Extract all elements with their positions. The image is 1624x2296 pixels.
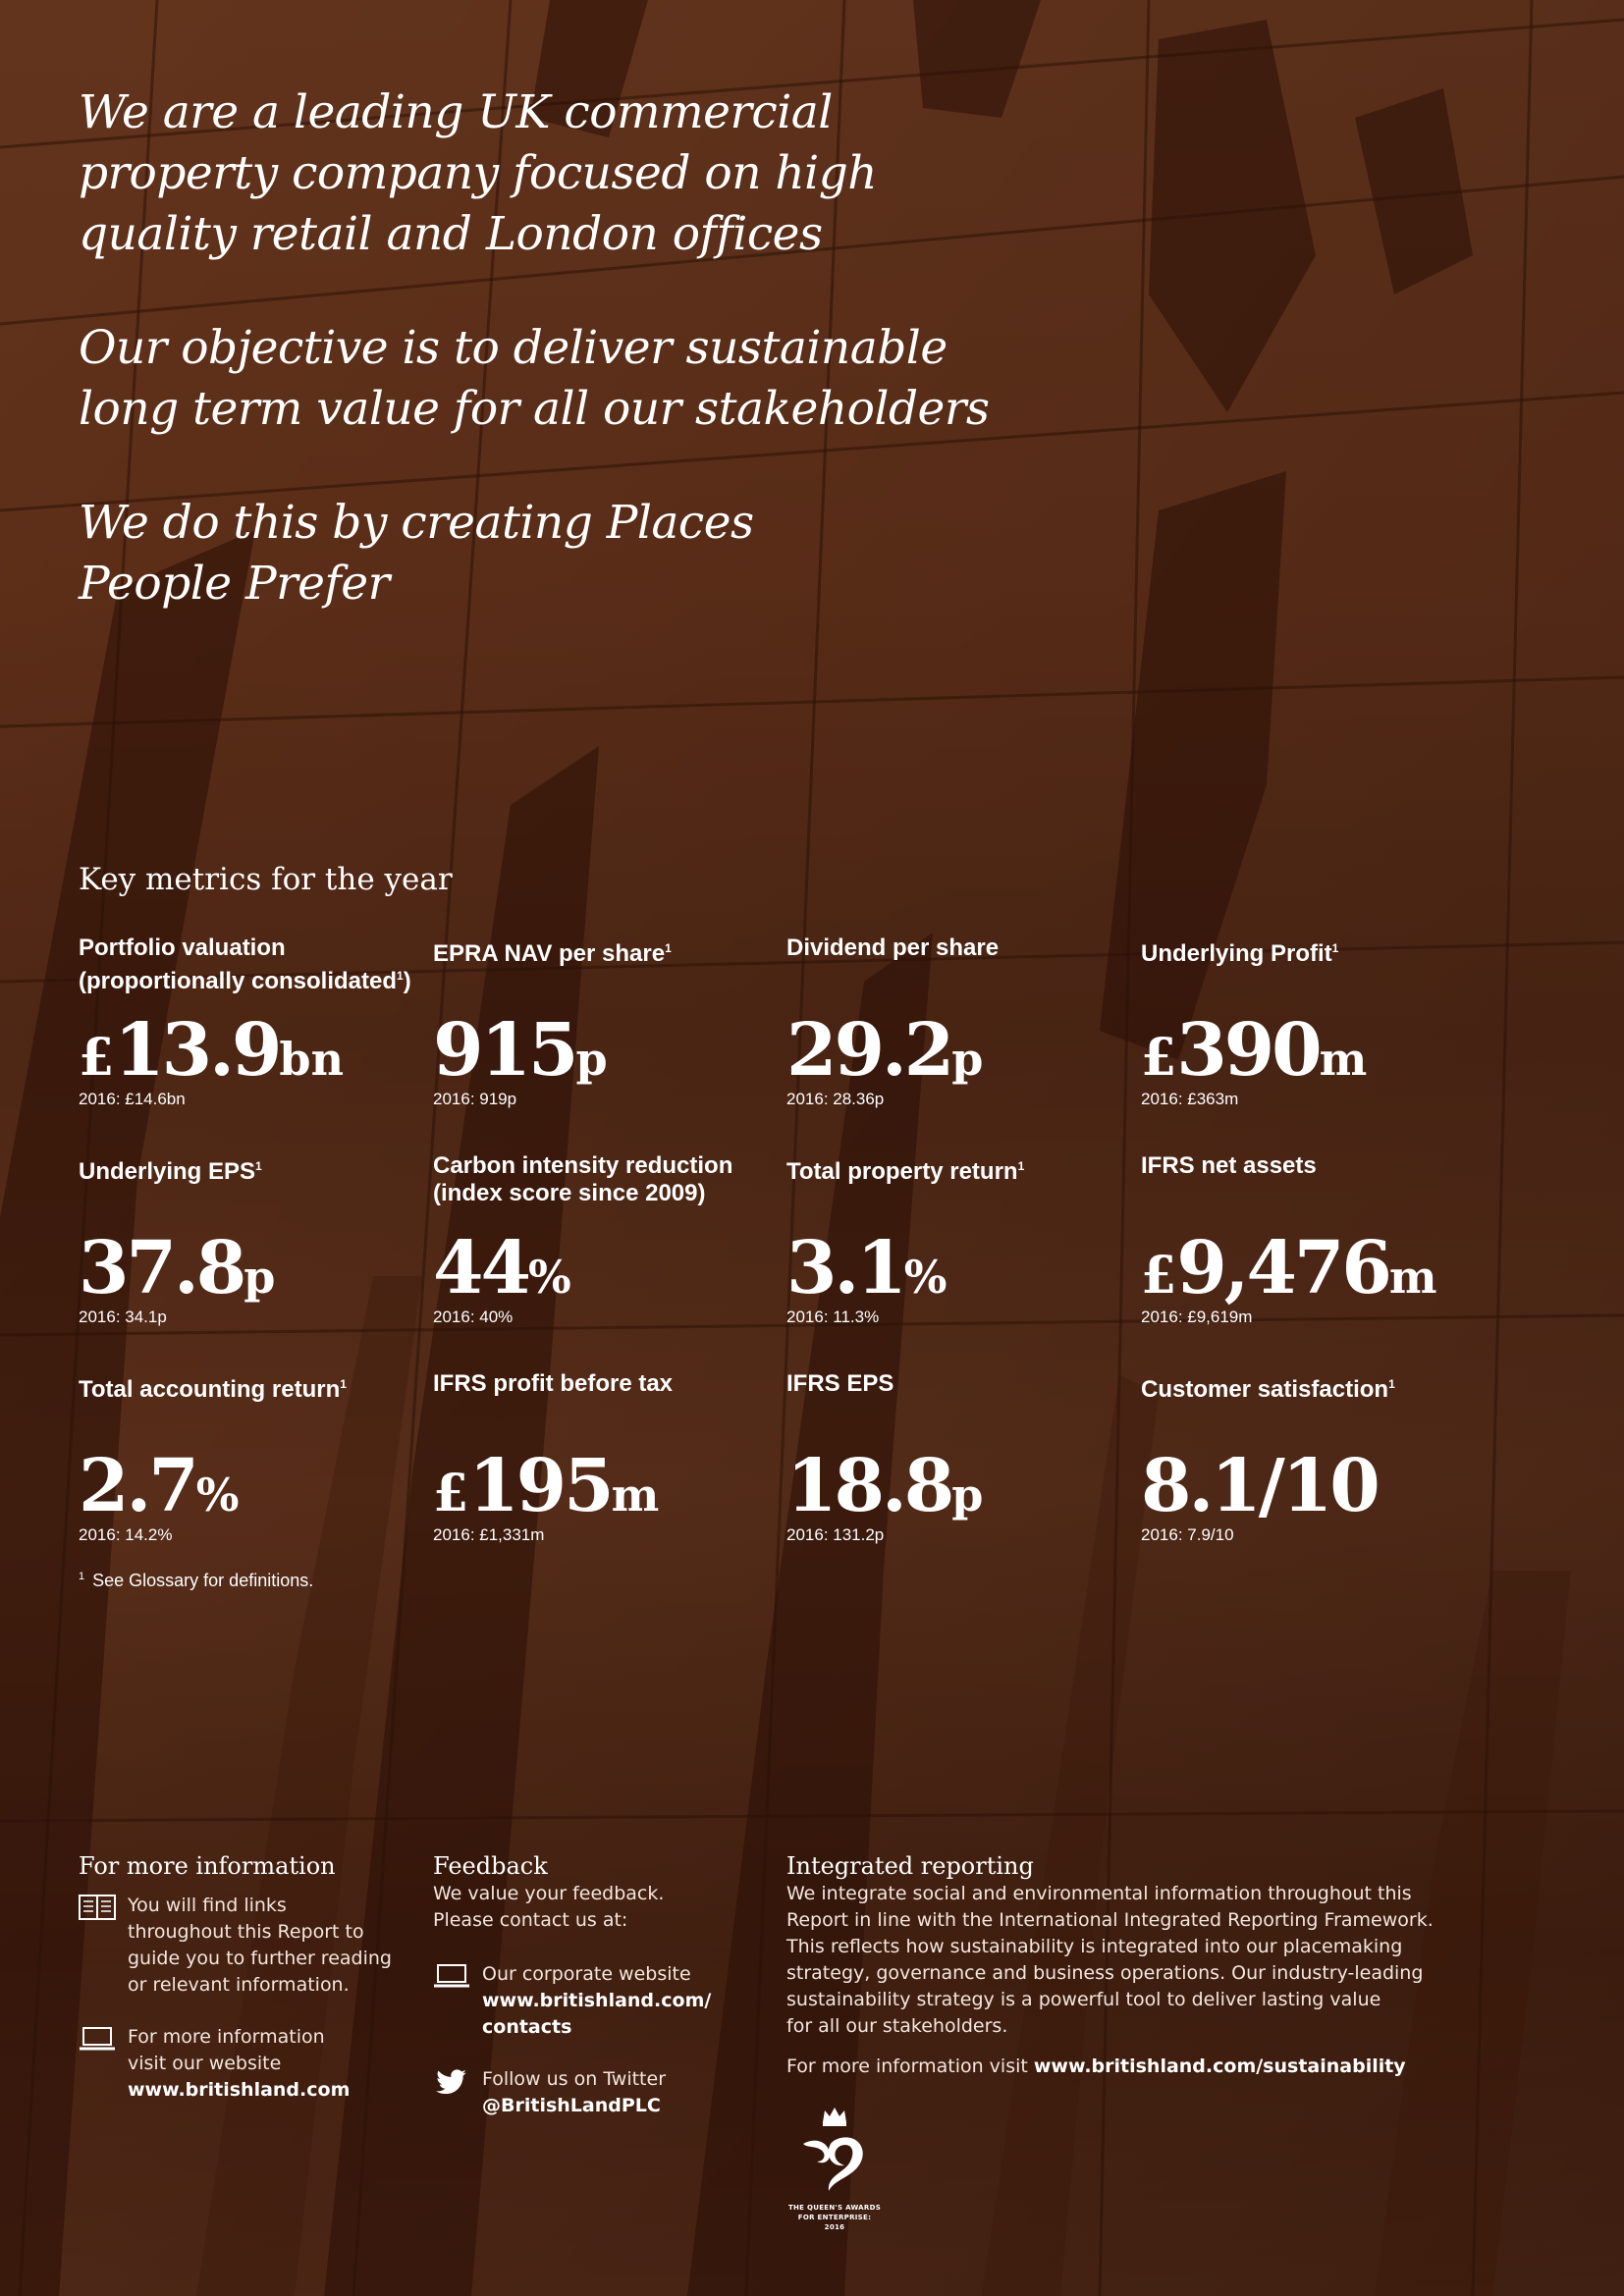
metric-label xyxy=(786,934,1120,962)
metric-number: 195 xyxy=(468,1444,612,1528)
metric-prior-year: 2016: 14.2% xyxy=(79,1525,173,1544)
metric-currency: £ xyxy=(1141,1028,1177,1088)
key-metrics-title: Key metrics for the year xyxy=(79,862,453,897)
metric-footnote-marker: 1 xyxy=(397,969,404,983)
metric-prior-year: 2016: 34.1p xyxy=(79,1308,167,1326)
sustainability-link[interactable]: www.britishland.com/sustainability xyxy=(1033,2056,1406,2077)
metric-number: 9,476 xyxy=(1176,1226,1389,1310)
metric-footnote-marker: 1 xyxy=(1331,941,1339,955)
feedback-website xyxy=(433,1961,757,2041)
metric-currency: £ xyxy=(79,1028,115,1088)
metric-currency: £ xyxy=(1141,1246,1177,1306)
metric-value xyxy=(433,1226,571,1316)
metric-label xyxy=(1141,934,1475,968)
metric-value xyxy=(79,1444,240,1534)
more-info-title: For more information xyxy=(79,1852,336,1880)
metric-prior-year: 2016: £14.6bn xyxy=(79,1090,186,1108)
metric-label xyxy=(1141,1370,1475,1404)
metric-unit: m xyxy=(1388,1251,1437,1304)
laptop-icon xyxy=(433,1963,470,1989)
hero-statements xyxy=(79,82,1159,667)
metric-unit: p xyxy=(951,1033,984,1086)
sustainability-more-info xyxy=(786,2054,1493,2080)
metric-card xyxy=(1141,1370,1475,1544)
metric-label-text: IFRS profit before tax xyxy=(433,1370,674,1397)
twitter-icon xyxy=(433,2068,470,2094)
more-info-website-text: For more information visit our website xyxy=(128,2026,325,2074)
metric-label-text: EPRA NAV per share xyxy=(433,940,666,967)
metric-card xyxy=(433,1152,767,1326)
metric-card xyxy=(786,934,1120,1108)
metric-number: 2.7 xyxy=(79,1444,196,1528)
metric-prior-year: 2016: £363m xyxy=(1141,1090,1239,1108)
metric-value xyxy=(1141,1444,1378,1528)
metric-card xyxy=(1141,1152,1475,1326)
britishland-website-link[interactable]: www.britishland.com xyxy=(128,2079,351,2101)
metric-label-text: Total property return xyxy=(786,1158,1018,1185)
metric-prior-year: 2016: 40% xyxy=(433,1308,514,1326)
metric-label xyxy=(1141,1152,1475,1180)
queens-award-emblem xyxy=(785,2105,884,2232)
metric-footnote-marker: 1 xyxy=(665,941,672,955)
metric-card xyxy=(433,934,767,1108)
metric-number: 13.9 xyxy=(114,1008,280,1093)
hero-statement-company: We are a leading UK commercial property company focused on high quality retail and London offices xyxy=(79,85,878,261)
metric-value xyxy=(786,1008,984,1098)
metric-label xyxy=(79,934,412,995)
metric-number: 18.8 xyxy=(786,1444,952,1528)
metric-label-suffix: ) xyxy=(403,968,411,994)
metric-number: 3.1 xyxy=(786,1226,904,1310)
metric-unit: m xyxy=(1319,1033,1368,1086)
metric-footnote-marker: 1 xyxy=(1017,1159,1025,1173)
metric-unit: % xyxy=(903,1251,947,1304)
metric-number: 29.2 xyxy=(786,1008,952,1093)
metric-label-text: Carbon intensity reduction (index score since 2009) xyxy=(433,1152,733,1206)
metric-label xyxy=(433,934,767,968)
metric-label-text: Underlying EPS xyxy=(79,1158,256,1185)
metric-label-text: Portfolio valuation (proportionally consolidated xyxy=(79,934,398,994)
metric-number: 8.1/10 xyxy=(1141,1444,1378,1528)
metric-unit: p xyxy=(575,1033,608,1086)
metric-number: 44 xyxy=(433,1226,528,1310)
metric-footnote-marker: 1 xyxy=(340,1377,347,1391)
twitter-label: Follow us on Twitter xyxy=(482,2068,667,2090)
metric-card xyxy=(79,934,412,1108)
metric-unit: % xyxy=(527,1251,571,1304)
metric-currency: £ xyxy=(433,1464,469,1523)
metric-prior-year: 2016: 11.3% xyxy=(786,1308,880,1326)
metric-prior-year: 2016: 919p xyxy=(433,1090,517,1108)
integrated-reporting-title: Integrated reporting xyxy=(786,1852,1034,1880)
footnote-marker: 1 xyxy=(79,1571,85,1582)
metric-unit: % xyxy=(195,1468,240,1522)
contacts-link[interactable]: www.britishland.com/ contacts xyxy=(482,1990,712,2038)
metric-label xyxy=(786,1370,1120,1398)
feedback-intro: We value your feedback. Please contact us at: xyxy=(433,1883,665,1931)
more-info-links-text: You will find links throughout this Report to guide you to further reading or relevant information. xyxy=(128,1895,392,1996)
footnote-text: See Glossary for definitions. xyxy=(92,1571,314,1590)
metric-value xyxy=(1141,1008,1368,1098)
metric-footnote-marker: 1 xyxy=(255,1159,262,1173)
metric-label xyxy=(433,1152,767,1207)
metric-label-text: Underlying Profit xyxy=(1141,940,1332,967)
laptop-icon xyxy=(79,2026,116,2052)
twitter-handle-link[interactable]: @BritishLandPLC xyxy=(482,2095,661,2116)
more-info-links-note xyxy=(79,1893,412,1999)
hero-statement-places: We do this by creating Places People Prefer xyxy=(79,496,754,611)
integrated-reporting-section xyxy=(786,1851,1493,2080)
metric-card xyxy=(79,1370,412,1544)
metric-label-text: Customer satisfaction xyxy=(1141,1376,1389,1403)
feedback-section xyxy=(433,1851,757,2119)
metric-number: 915 xyxy=(433,1008,576,1093)
metric-label-text: IFRS EPS xyxy=(786,1370,894,1397)
feedback-twitter xyxy=(433,2066,757,2119)
metric-footnote-marker: 1 xyxy=(1388,1377,1395,1391)
feedback-title: Feedback xyxy=(433,1852,548,1880)
metric-label-text: IFRS net assets xyxy=(1141,1152,1317,1179)
metric-value xyxy=(433,1444,660,1534)
metric-prior-year: 2016: 28.36p xyxy=(786,1090,885,1108)
metric-card xyxy=(1141,934,1475,1108)
more-info-section xyxy=(79,1851,412,2104)
metric-label xyxy=(433,1370,767,1398)
metric-label xyxy=(786,1152,1120,1186)
metric-label xyxy=(79,1370,412,1404)
metric-label-text: Total accounting return xyxy=(79,1376,341,1403)
metric-card xyxy=(786,1370,1120,1544)
metric-prior-year: 2016: 7.9/10 xyxy=(1141,1525,1234,1544)
metric-value xyxy=(1141,1226,1437,1316)
integrated-reporting-body: We integrate social and environmental information throughout this Report in line with the International Integrated Reporting Framework. This reflects how sustainability is integrated into our placemaking strategy, governance and business operations. Our industry-leading sustainability strategy is a powerful tool to deliver lasting value for all our stakeholders. xyxy=(786,1883,1434,2037)
metric-unit: p xyxy=(951,1468,984,1522)
more-info-website xyxy=(79,2024,412,2104)
glossary-footnote xyxy=(79,1571,313,1591)
metric-label-text: Dividend per share xyxy=(786,934,1000,961)
metric-value xyxy=(79,1226,276,1316)
metric-prior-year: 2016: 131.2p xyxy=(786,1525,885,1544)
queens-award-logo-icon xyxy=(795,2105,874,2199)
metric-label xyxy=(79,1152,412,1186)
metric-value xyxy=(786,1226,947,1316)
metric-number: 37.8 xyxy=(79,1226,244,1310)
metric-value xyxy=(786,1444,984,1534)
sustainability-more-prefix: For more information visit xyxy=(786,2056,1034,2077)
book-icon xyxy=(79,1895,116,1920)
metric-number: 390 xyxy=(1176,1008,1320,1093)
metric-card xyxy=(433,1370,767,1544)
metric-unit: m xyxy=(611,1468,660,1522)
metric-prior-year: 2016: £1,331m xyxy=(433,1525,545,1544)
metric-value xyxy=(79,1008,345,1098)
metric-unit: bn xyxy=(279,1033,345,1086)
queens-award-text: THE QUEEN'S AWARDS FOR ENTERPRISE: 2016 xyxy=(787,2204,882,2231)
feedback-website-label: Our corporate website xyxy=(482,1963,691,1985)
metric-unit: p xyxy=(244,1251,276,1304)
metric-card xyxy=(79,1152,412,1326)
metric-card xyxy=(786,1152,1120,1326)
hero-statement-objective: Our objective is to deliver sustainable long term value for all our stakeholders xyxy=(79,321,990,436)
metric-prior-year: 2016: £9,619m xyxy=(1141,1308,1253,1326)
metric-value xyxy=(433,1008,608,1098)
